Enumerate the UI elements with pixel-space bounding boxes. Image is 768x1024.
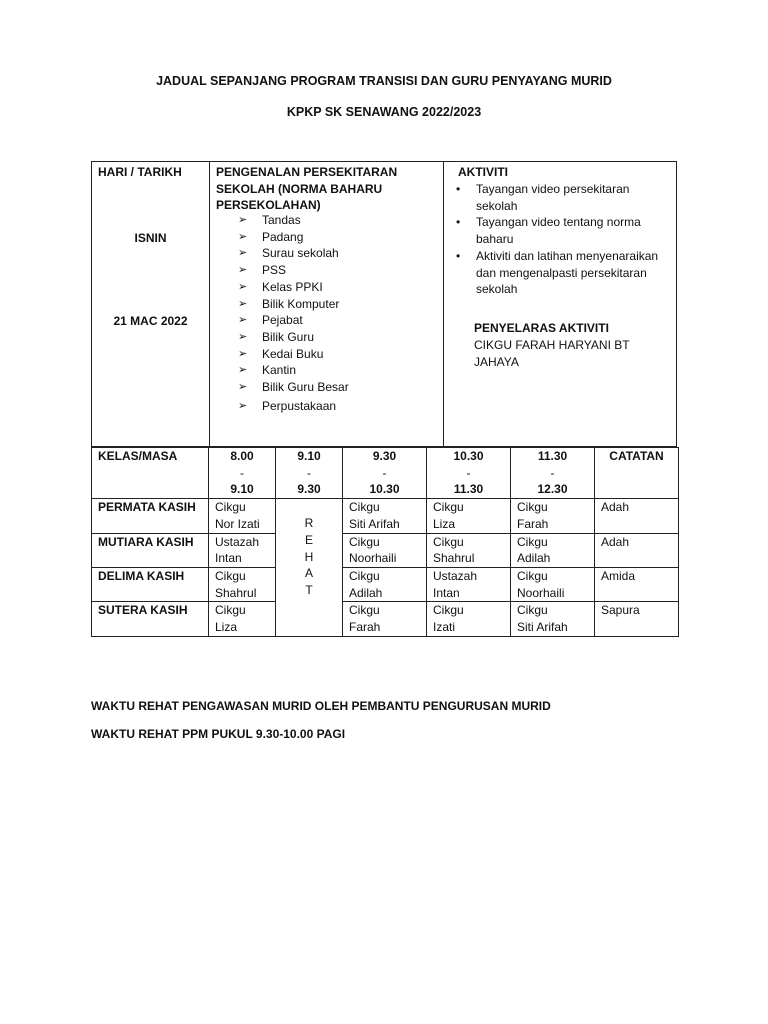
- catatan-cell: Amida: [595, 567, 679, 601]
- bullet-dot-icon: •: [456, 182, 461, 196]
- place-label: Perpustakaan: [262, 398, 337, 413]
- arrow-bullet-icon: ➢: [238, 314, 248, 327]
- time-slot-end: 11.30: [453, 482, 484, 497]
- table-row: [92, 602, 679, 636]
- teacher-line: Cikgu: [215, 568, 246, 583]
- teacher-line: Shahrul: [215, 585, 257, 600]
- time-slot-end: 10.30: [369, 482, 400, 497]
- penyelaras-heading: PENYELARAS AKTIVITI: [474, 321, 609, 335]
- teacher-line: Cikgu: [349, 500, 380, 515]
- teacher-line: Adilah: [349, 585, 383, 600]
- rehat-cell: [276, 499, 343, 637]
- teacher-line: Shahrul: [433, 551, 475, 566]
- pengenalan-heading: PENGENALAN PERSEKITARAN SEKOLAH (NORMA BAHARU PERSEKOLAHAN): [216, 165, 398, 213]
- time-slot-header: [209, 448, 276, 499]
- teacher-line: Adilah: [517, 551, 551, 566]
- place-item: [238, 312, 349, 329]
- arrow-bullet-icon: ➢: [238, 330, 248, 343]
- teacher-line: Farah: [517, 516, 549, 531]
- aktiviti-item: [454, 248, 674, 298]
- place-label: Bilik Guru: [262, 329, 315, 344]
- place-item: [238, 229, 349, 246]
- teacher-line: Noorhaili: [517, 585, 565, 600]
- arrow-bullet-icon: ➢: [238, 297, 248, 310]
- teacher-cell: [511, 499, 595, 533]
- column-divider: [209, 162, 210, 446]
- rehat-letter: A: [304, 566, 313, 581]
- teacher-cell: [427, 602, 511, 636]
- teacher-cell: [427, 533, 511, 567]
- catatan-cell: Adah: [595, 533, 679, 567]
- time-slot-dash: -: [240, 465, 244, 480]
- teacher-cell: [209, 533, 276, 567]
- place-item: [238, 245, 349, 262]
- place-label: Kelas PPKI: [262, 279, 323, 294]
- teacher-cell: [209, 567, 276, 601]
- time-slot-start: 10.30: [453, 449, 484, 463]
- catatan-cell: Sapura: [595, 602, 679, 636]
- place-item: [238, 329, 349, 346]
- place-label: Kedai Buku: [262, 346, 324, 361]
- aktiviti-item: [454, 214, 674, 247]
- arrow-bullet-icon: ➢: [238, 214, 248, 226]
- teacher-line: Noorhaili: [349, 551, 397, 566]
- teacher-cell: [427, 499, 511, 533]
- teacher-line: Cikgu: [517, 603, 548, 618]
- arrow-bullet-icon: ➢: [238, 347, 248, 360]
- schedule-table: [91, 447, 679, 637]
- aktiviti-label: Tayangan video persekitaran sekolah: [476, 182, 630, 213]
- teacher-line: Cikgu: [349, 603, 380, 618]
- place-item: [238, 296, 349, 313]
- time-slot-start: 8.00: [230, 449, 254, 463]
- time-slot-end: 12.30: [537, 482, 568, 497]
- document-subtitle: KPKP SK SENAWANG 2022/2023: [286, 105, 482, 119]
- time-slot-start: 9.10: [297, 449, 321, 463]
- time-slot-header: [276, 448, 343, 499]
- place-item: [238, 398, 349, 415]
- time-slot-header: [427, 448, 511, 499]
- place-label: Bilik Komputer: [262, 296, 340, 311]
- teacher-line: Cikgu: [433, 603, 464, 618]
- place-item: [238, 262, 349, 279]
- teacher-line: Cikgu: [517, 568, 548, 583]
- arrow-bullet-icon: ➢: [238, 230, 248, 243]
- arrow-bullet-icon: ➢: [238, 364, 248, 377]
- column-divider: [443, 162, 444, 446]
- place-label: Bilik Guru Besar: [262, 380, 349, 395]
- hari-tarikh-heading: HARI / TARIKH: [98, 165, 182, 179]
- time-slot-header: [343, 448, 427, 499]
- aktiviti-item: [454, 181, 674, 214]
- rehat-letter: R: [304, 516, 314, 531]
- arrow-bullet-icon: ➢: [238, 247, 248, 260]
- teacher-line: Liza: [433, 516, 456, 531]
- arrow-bullet-icon: ➢: [238, 381, 248, 394]
- teacher-line: Cikgu: [517, 500, 548, 515]
- teacher-line: Farah: [349, 620, 381, 635]
- catatan-header: CATATAN: [595, 448, 679, 499]
- time-slot-dash: -: [382, 465, 387, 480]
- teacher-cell: [511, 533, 595, 567]
- place-item: [238, 279, 349, 296]
- teacher-line: Siti Arifah: [517, 620, 568, 635]
- schedule-header-row: [92, 448, 679, 499]
- places-list: [238, 212, 349, 414]
- arrow-bullet-icon: ➢: [238, 280, 248, 293]
- place-label: Padang: [262, 229, 304, 244]
- place-label: Kantin: [262, 363, 297, 378]
- kelas-name: MUTIARA KASIH: [92, 533, 209, 567]
- teacher-cell: [343, 602, 427, 636]
- aktiviti-heading: AKTIVITI: [458, 165, 508, 179]
- bullet-dot-icon: •: [456, 248, 461, 263]
- teacher-line: Cikgu: [215, 500, 246, 515]
- time-slot-end: 9.10: [230, 482, 254, 497]
- place-item: [238, 346, 349, 363]
- teacher-line: Liza: [215, 620, 238, 635]
- teacher-cell: [343, 567, 427, 601]
- teacher-line: Siti Arifah: [349, 516, 400, 531]
- place-label: Surau sekolah: [262, 246, 339, 261]
- kelas-name: SUTERA KASIH: [92, 602, 209, 636]
- time-slot-dash: -: [307, 465, 311, 480]
- teacher-cell: [511, 602, 595, 636]
- teacher-line: Cikgu: [349, 534, 380, 549]
- penyelaras-name: CIKGU FARAH HARYANI BT JAHAYA: [474, 338, 630, 369]
- place-item: [238, 379, 349, 396]
- table-row: [92, 499, 679, 533]
- time-slot-header: [511, 448, 595, 499]
- aktiviti-list: [454, 181, 674, 298]
- teacher-cell: [209, 602, 276, 636]
- aktiviti-label: Aktiviti dan latihan menyenaraikan dan mengenalpasti persekitaran sekolah: [476, 248, 659, 297]
- rehat-letter: E: [304, 532, 313, 547]
- teacher-line: Intan: [433, 585, 460, 600]
- rehat-time-note: WAKTU REHAT PPM PUKUL 9.30-10.00 PAGI: [91, 727, 346, 741]
- rehat-note: WAKTU REHAT PENGAWASAN MURID OLEH PEMBANTU PENGURUSAN MURID: [91, 699, 551, 713]
- place-label: Tandas: [262, 213, 301, 227]
- teacher-line: Cikgu: [433, 500, 464, 515]
- teacher-cell: [511, 567, 595, 601]
- bullet-dot-icon: •: [456, 215, 461, 230]
- place-label: PSS: [262, 263, 287, 278]
- time-slot-start: 11.30: [537, 449, 568, 463]
- place-label: Pejabat: [262, 313, 303, 328]
- day-label: ISNIN: [134, 231, 167, 245]
- catatan-cell: Adah: [595, 499, 679, 533]
- teacher-line: Cikgu: [349, 568, 380, 583]
- teacher-line: Cikgu: [215, 603, 246, 618]
- teacher-line: Intan: [215, 551, 242, 566]
- teacher-line: Ustazah: [215, 534, 260, 549]
- teacher-cell: [343, 533, 427, 567]
- time-slot-dash: -: [466, 465, 471, 480]
- kelas-name: DELIMA KASIH: [92, 567, 209, 601]
- rehat-letter: H: [304, 549, 314, 564]
- date-label: 21 MAC 2022: [113, 314, 188, 328]
- arrow-bullet-icon: ➢: [238, 399, 248, 412]
- time-slot-start: 9.30: [372, 449, 397, 463]
- teacher-line: Cikgu: [433, 534, 464, 549]
- time-slot-end: 9.30: [297, 482, 321, 497]
- table-row: [92, 567, 679, 601]
- arrow-bullet-icon: ➢: [238, 264, 248, 277]
- table-row: [92, 533, 679, 567]
- time-slot-dash: -: [550, 465, 555, 480]
- document-title: JADUAL SEPANJANG PROGRAM TRANSISI DAN GURU PENYAYANG MURID: [156, 74, 612, 88]
- teacher-cell: [427, 567, 511, 601]
- rehat-letter: T: [305, 582, 313, 597]
- teacher-cell: [343, 499, 427, 533]
- kelas-name: PERMATA KASIH: [92, 499, 209, 533]
- aktiviti-label: Tayangan video tentang norma baharu: [476, 215, 641, 247]
- teacher-line: Izati: [433, 620, 456, 635]
- activity-box: [91, 161, 677, 447]
- teacher-line: Nor Izati: [215, 516, 260, 531]
- place-item: [238, 362, 349, 379]
- teacher-line: Cikgu: [517, 534, 548, 549]
- teacher-line: Ustazah: [433, 568, 478, 583]
- kelas-masa-header: KELAS/MASA: [92, 448, 209, 499]
- teacher-cell: [209, 499, 276, 533]
- place-item: [238, 212, 349, 229]
